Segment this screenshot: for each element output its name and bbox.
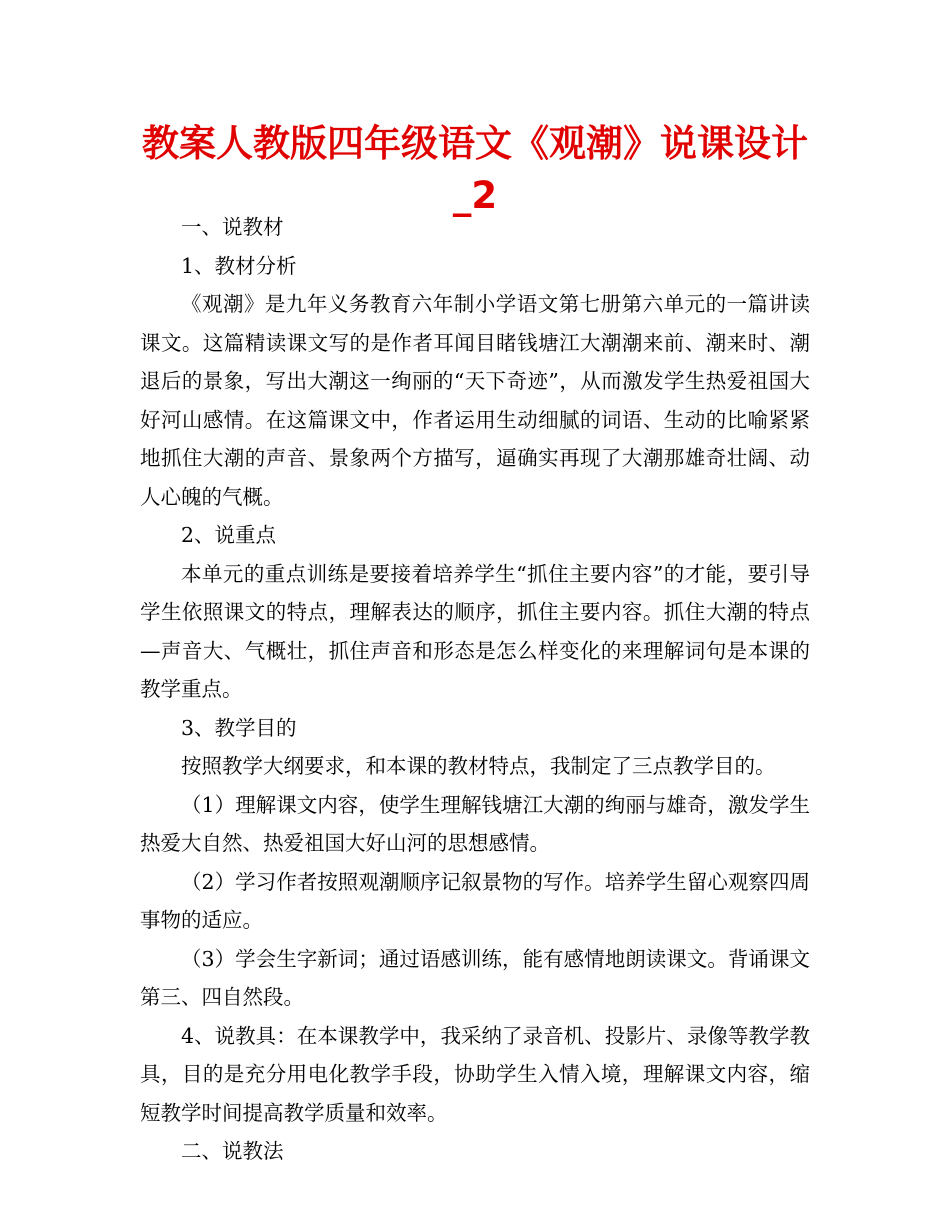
paragraph-teaching-goals-intro: 按照教学大纲要求，和本课的教材特点，我制定了三点教学目的。 [181,754,776,778]
subheading-teaching-goals: 3、教学目的 [181,715,297,740]
section-heading-textbook: 一、说教材 [181,215,284,239]
document-title: 教案人教版四年级语文《观潮》说课设计_2 [142,122,808,217]
paragraph-textbook-analysis: 《观潮》是九年义务教育六年制小学语文第七册第六单元的一篇讲读课文。这篇精读课文写的是作者耳闻目睹钱塘江大潮潮来前、潮来时、潮退后的景象，写出大潮这一绚丽的“天下奇迹”，从而激发学生热爱祖国大好河山感情。在这篇课文中，作者运用生动细腻的词语、生动的比喻紧紧地抓住大潮的声音、景象两个方描写，逼确实再现了大潮那雄奇壮阔、动人心魄的气概。 [140,292,810,509]
section-heading-teaching-method: 二、说教法 [181,1139,284,1163]
subheading-key-points: 2、说重点 [181,523,277,547]
paragraph-teaching-aids: 4、说教具：在本课教学中，我采纳了录音机、投影片、录像等教学教具，目的是充分用电化教学手段，协助学生入情入境，理解课文内容，缩短教学时间提高教学质量和效率。 [140,1023,810,1125]
document-body [140,208,810,1171]
subheading-textbook-analysis: 1、教材分析 [181,253,297,278]
paragraph-goal-3: （3）学会生字新词；通过语感训练，能有感情地朗读课文。背诵课文第三、四自然段。 [140,946,810,1009]
paragraph-goal-1: （1）理解课文内容，使学生理解钱塘江大潮的绚丽与雄奇，激发学生热爱大自然、热爱祖国大好山河的思想感情。 [140,792,810,855]
paragraph-goal-2: （2）学习作者按照观潮顺序记叙景物的写作。培养学生留心观察四周事物的适应。 [140,869,810,932]
paragraph-key-points: 本单元的重点训练是要接着培养学生“抓住主要内容”的才能，要引导学生依照课文的特点，理解表达的顺序，抓住主要内容。抓住大潮的特点—声音大、气概壮，抓住声音和形态是怎么样变化的来理解词句是本课的教学重点。 [140,561,810,701]
